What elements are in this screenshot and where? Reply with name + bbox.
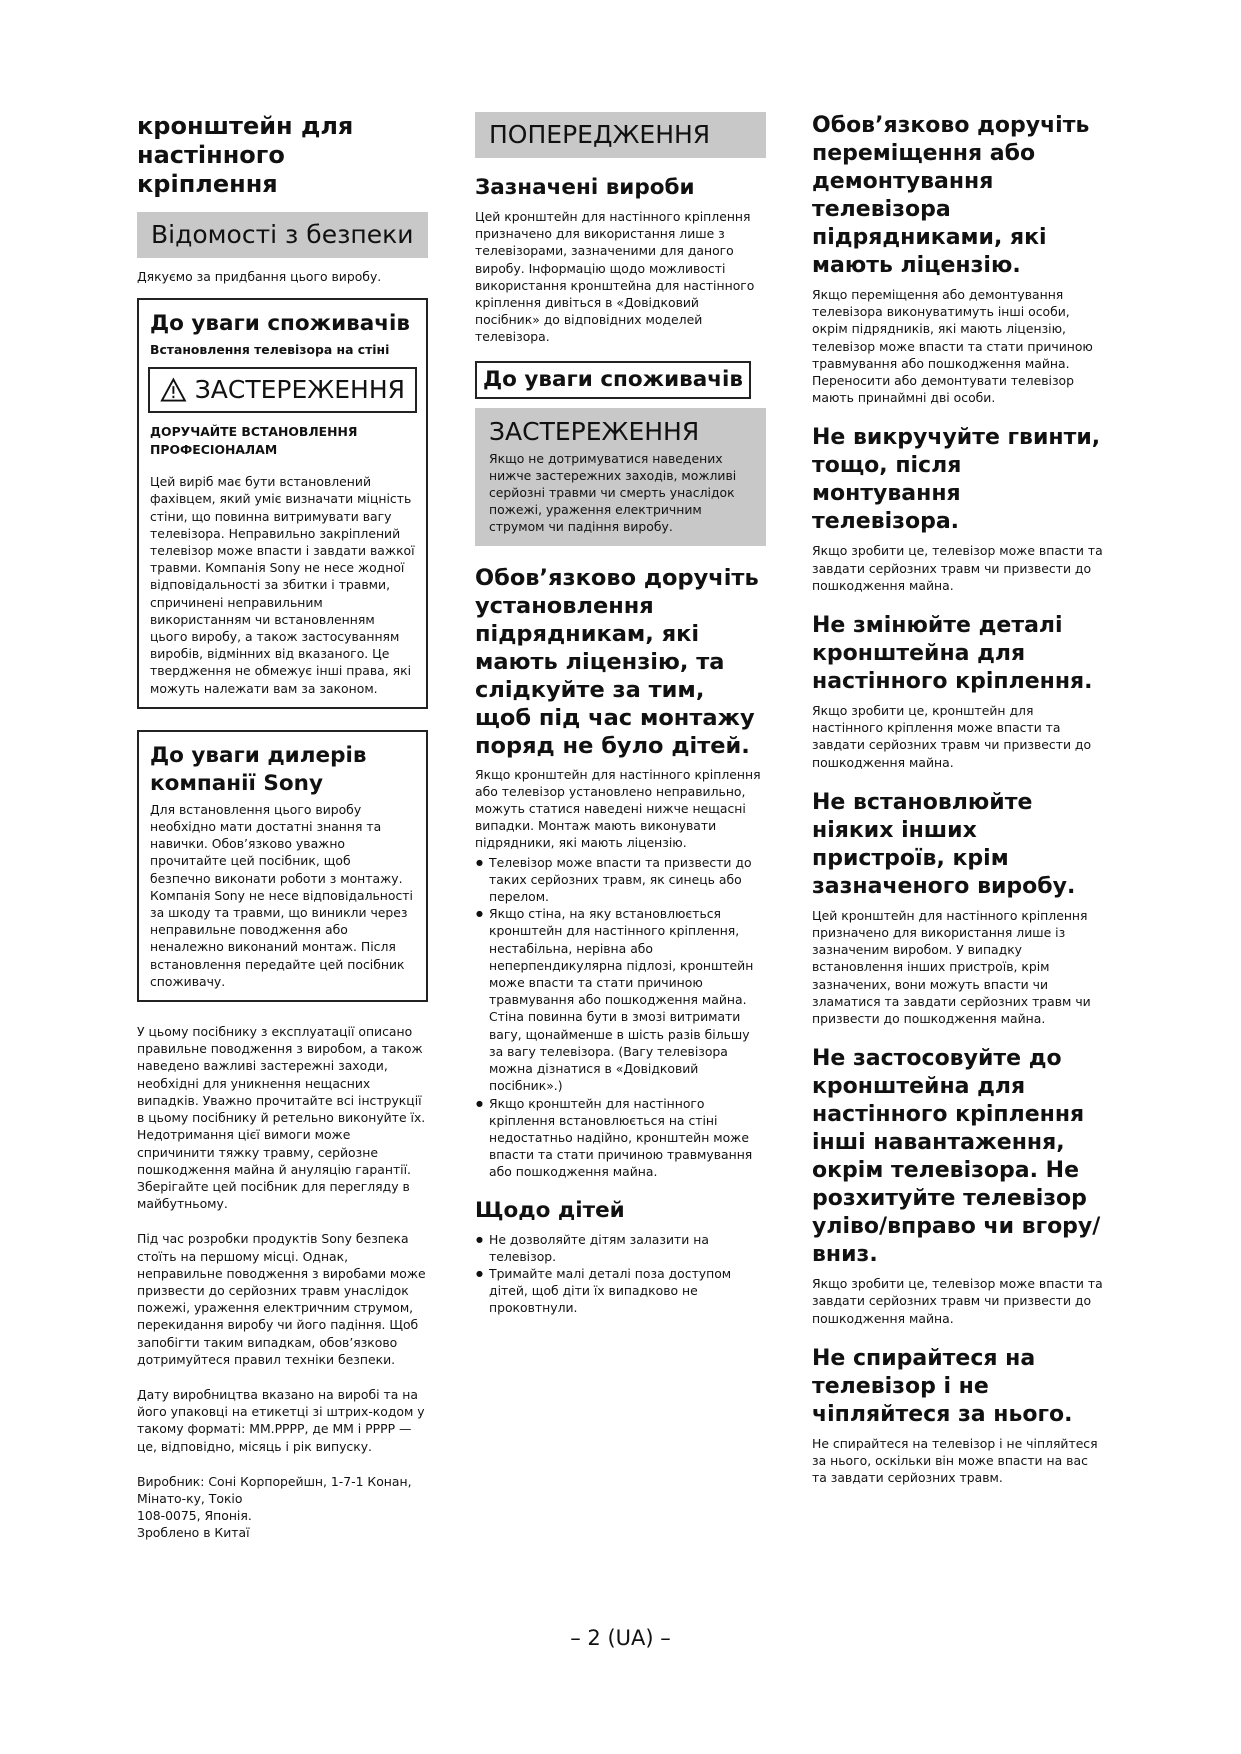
products-heading: Зазначені вироби [475,175,695,200]
products-text: Цей кронштейн для настінного кріплення призначено для використання лише з телевізорами, зазначеними для даного виробу. Інформацію щодо можливості використання кронштейна для настінного кріплення дивіться в «Довідковий посібник» до відповідних моделей телевізора. [475,209,755,345]
section-heading: Не встановлюйте ніяких інших пристроїв, крім зазначеного виробу. [812,789,1076,899]
warning-header: ПОПЕРЕДЖЕННЯ [475,112,766,158]
caution-text: Якщо не дотримуватися наведених нижче застережних заходів, можливі серйозні травми чи смерть унаслідок пожежі, ураження електричним струмом чи падіння виробу. [489,450,737,535]
list-item: ● Тримайте малі деталі поза доступом дітей, щоб діти їх випадково не проковтнули. [475,1265,766,1317]
manufacture-date-paragraph: Дату виробництва вказано на виробі та на його упаковці на етикетці зі штрих-кодом у такому форматі: ММ.РРРР, де ММ і РРРР — це, відповідно, місяць і рік випуску. [137,1386,425,1454]
warning-triangle-icon [160,377,187,403]
children-heading: Щодо дітей [475,1197,625,1223]
page-number: – 2 (UA) – [570,1626,671,1650]
manufacturer-info [137,1473,428,1542]
manual-intro-paragraph: У цьому посібнику з експлуатації описано правильне поводження з виробом, а також наведено важливі застережні заходи, необхідні для уникнення нещасних випадків. Уважно прочитайте всі інструкції в цьому посібнику й ретельно виконуйте їх. Недотримання цієї вимоги може спричинити тяжку травму, серйозне пошкодження майна й ануляцію гарантії. Зберігайте цей посібник для перегляду в майбутньому. [137,1024,426,1212]
list-item: ● Не дозволяйте дітям залазити на телевізор. [475,1231,766,1265]
column-3 [812,112,1104,1486]
section-heading: Обов’язково доручіть переміщення або демонтування телевізора підрядниками, які мають ліцензію. [812,113,1090,278]
section-text: Якщо зробити це, телевізор може впасти та завдати серйозних травм чи призвести до пошкодження майна. [812,1276,1103,1326]
entrust-professionals-text: ДОРУЧАЙТЕ ВСТАНОВЛЕННЯ ПРОФЕСІОНАЛАМ [150,424,358,458]
section-text: Якщо зробити це, кронштейн для настінного кріплення може впасти та завдати серйозних травм чи призвести до пошкодження майна. [812,703,1092,770]
consumers-label: До уваги споживачів [475,361,751,399]
children-list [475,1231,766,1317]
list-item: ● Якщо кронштейн для настінного кріплення встановлюється на стіні недостатньо надійно, кронштейн може впасти та стати причиною травмування або пошкодження майна. [475,1095,766,1181]
licensed-installation-heading: Обов’язково доручіть установлення підрядникам, які мають ліцензію, та слідкуйте за тим, щоб під час монтажу поряд не було дітей. [475,564,759,759]
section-text: Цей кронштейн для настінного кріплення призначено для використання лише із зазначеним виробом. У випадку встановлення інших пристроїв, крім зазначених, вони можуть впасти чи зламатися та завдати серйозних травм чи призвести до пошкодження майна. [812,907,1091,1027]
manufacturer-line: 108-0075, Японія. [137,1508,252,1524]
section-text: Якщо зробити це, телевізор може впасти та завдати серйозних травм чи призвести до пошкодження майна. [812,543,1103,593]
section-heading: Не спирайтеся на телевізор і не чіпляйтеся за нього. [812,1345,1073,1427]
caution-label: ЗАСТЕРЕЖЕННЯ [194,375,405,405]
dealers-heading: До уваги дилерів компанії Sony [150,742,367,796]
column-1 [137,112,428,1542]
consumers-text: Цей виріб має бути встановлений фахівцем, який уміє визначати міцність стіни, що повинна витримувати вагу телевізора. Неправильно закріплений телевізор може впасти і завдати важкої травми. Компанія Sony не несе жодної відповідальності за збитки і травми, спричинені неправильним використанням чи встановленням цього виробу, а також застосуванням виробів, відмінних від вказаного. Це твердження не обмежує інші права, які можуть належати вам за законом. [150,474,415,696]
caution-title: ЗАСТЕРЕЖЕННЯ [489,416,700,446]
made-in-line: Зроблено в Китаї [137,1525,250,1541]
licensed-installation-list [475,854,766,1181]
list-item: ● Телевізор може впасти та призвести до таких серйозних травм, як синець або перелом. [475,854,766,906]
safety-information-header: Відомості з безпеки [137,212,428,258]
wall-mount-subheading: Встановлення телевізора на стіні [150,342,390,358]
dealers-text: Для встановлення цього виробу необхідно мати достатні знання та навички. Обов’язково уважно прочитайте цей посібник, щоб безпечно виконати роботи з монтажу. Компанія Sony не несе відповідальності за шкоду та травми, що виникли через неправильне поводження або неналежно виконаний монтаж. Після встановлення передайте цей посібник споживачу. [150,801,413,989]
dealers-notice-box [137,730,428,1002]
consumers-notice-box [137,298,428,709]
list-item: ● Якщо стіна, на яку встановлюється кронштейн для настінного кріплення, нестабільна, нерівна або неперпендикулярна підлозі, кронштейн може впасти та стати причиною травмування або пошкодження майна. Стіна повинна бути в змозі витримати вагу, щонайменше в шість разів більшу за вагу телевізора. (Вагу телевізора можна дізнатися в «Довідковий посібник».) [475,905,766,1094]
section-text: Якщо переміщення або демонтування телевізора виконуватимуть інші особи, окрім підрядників, які мають ліцензію, телевізор може впасти та стати причиною травмування або пошкодження майна. Переносити або демонтувати телевізор мають принаймні дві особи. [812,287,1093,406]
consumers-heading: До уваги споживачів [150,311,410,337]
section-heading: Не застосовуйте до кронштейна для настінного кріплення інші навантаження, окрім телевізора. Не розхитуйте телевізор уліво/вправо чи вгору/вниз. [812,1046,1101,1268]
section-heading: Не викручуйте гвинти, тощо, після монтування телевізора. [812,425,1101,535]
safety-design-paragraph: Під час розробки продуктів Sony безпека стоїть на першому місці. Однак, неправильне поводження з виробами може призвести до серйозних травм унаслідок пожежі, ураження електричним струмом, перекидання виробу чи його падіння. Щоб запобігти таким випадкам, обов’язково дотримуйтеся правил техніки безпеки. [137,1231,426,1367]
column-2 [475,112,766,1317]
manufacturer-line: Виробник: Соні Корпорейшн, 1-7-1 Конан, [137,1473,412,1489]
thanks-text: Дякуємо за придбання цього виробу. [137,269,382,284]
caution-box [475,408,766,546]
caution-label-box [148,367,417,413]
document-title: кронштейн для настінного кріплення [137,112,354,198]
manufacturer-line: Мінато-ку, Токіо [137,1490,243,1506]
section-text: Не спирайтеся на телевізор і не чіпляйтеся за нього, оскільки він може впасти на вас та завдати серйозних травм. [812,1435,1098,1486]
licensed-installation-text: Якщо кронштейн для настінного кріплення або телевізор установлено неправильно, можуть статися наведені нижче нещасні випадки. Монтаж мають виконувати підрядники, які мають ліцензію. [475,766,761,851]
section-heading: Не змінюйте деталі кронштейна для настінного кріплення. [812,613,1093,695]
